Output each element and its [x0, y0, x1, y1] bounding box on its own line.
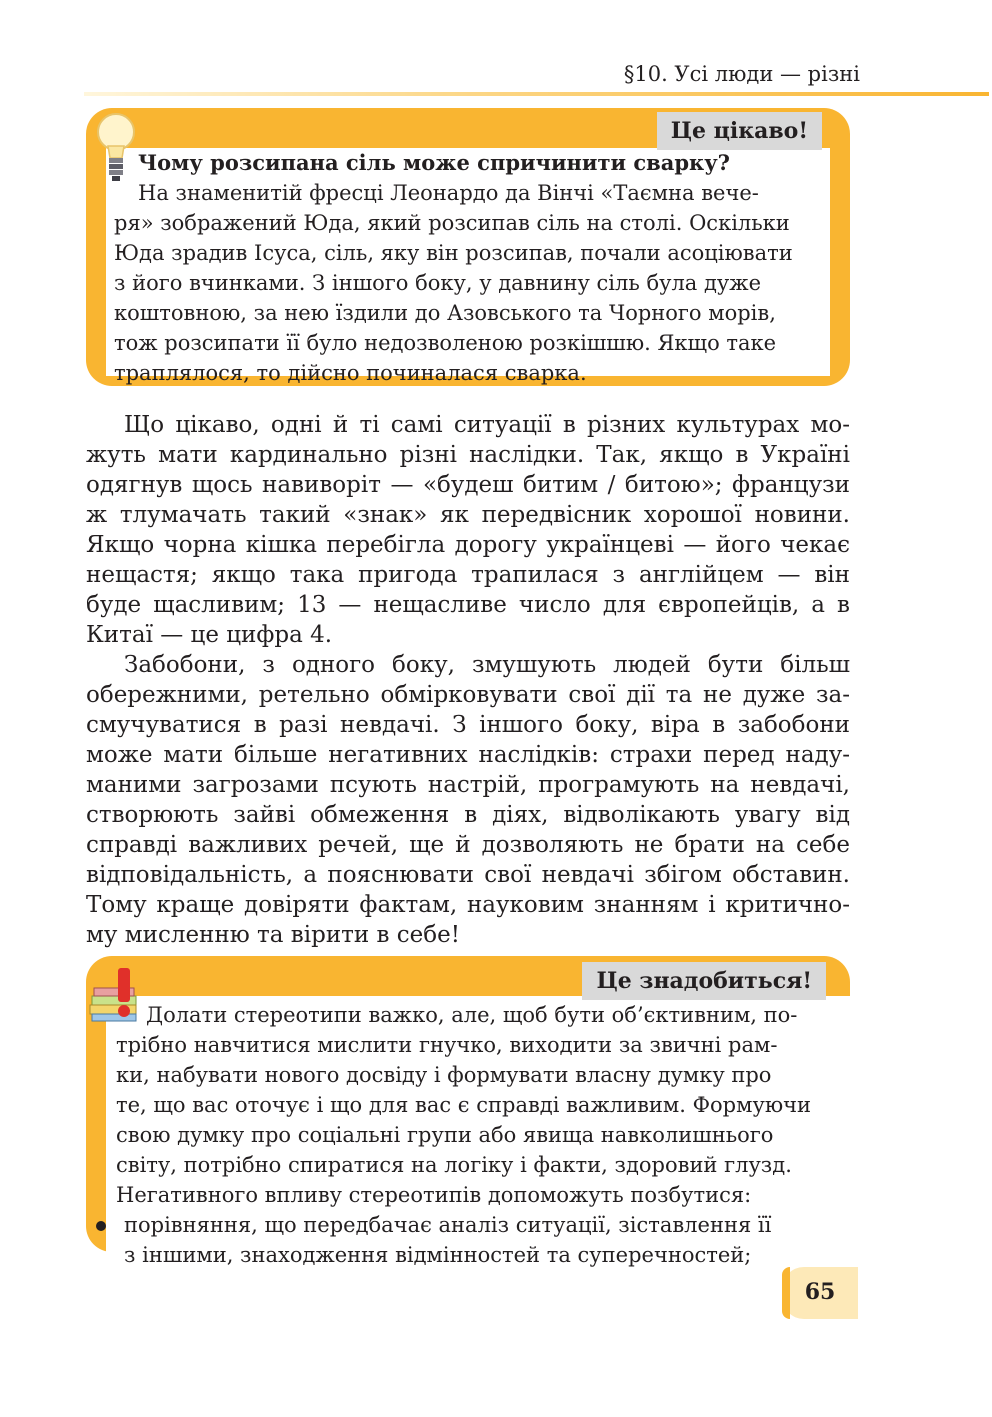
text-line: ж тлумачать такий «знак» як передвісник хорошої новини. — [86, 502, 850, 528]
main-text — [86, 410, 850, 950]
box-text — [114, 148, 828, 388]
box-line: світу, потрібно спиратися на логіку і факти, здоровий глузд. — [116, 1153, 792, 1177]
bullet-icon — [96, 1221, 106, 1231]
box-line: ря» зображений Юда, який розсипав сіль на столі. Оскільки — [114, 211, 790, 235]
text-line: Забобони, з одного боку, змушують людей бути більш — [124, 652, 850, 678]
box-line: коштовною, за нею їздили до Азовського та Чорного морів, — [114, 301, 776, 325]
box-tag-useful: Це знадобиться! — [582, 962, 826, 1000]
box-question: Чому розсипана сіль може спричинити сварку? — [138, 150, 730, 175]
bullet-line: порівняння, що передбачає аналіз ситуації, зіставлення її — [124, 1213, 772, 1237]
text-line: Якщо чорна кішка перебігла дорогу українцеві — його чекає — [86, 532, 850, 558]
box-line: ки, набувати нового досвіду і формувати власну думку про — [116, 1063, 772, 1087]
box-line: траплялося, то дійсно починалася сварка. — [114, 361, 587, 385]
box-line: Негативного впливу стереотипів допоможуть позбутися: — [116, 1183, 752, 1207]
paragraph-1 — [86, 410, 850, 650]
text-line: нещастя; якщо така пригода трапилася з англійцем — він — [86, 562, 850, 588]
text-line: Китаї — це цифра 4. — [86, 622, 333, 648]
box-line: тож розсипати її було недозволеною розкішшю. Якщо таке — [114, 331, 777, 355]
text-line: жуть мати кардинально різні наслідки. Так, якщо в Україні — [86, 442, 850, 468]
text-line: Що цікаво, одні й ті самі ситуації в різних культурах мо- — [124, 412, 850, 438]
text-line: Тому краще довіряти фактам, науковим знанням і критично- — [86, 892, 850, 918]
lightbulb-icon — [90, 110, 140, 186]
box-text — [116, 1000, 828, 1270]
box-line: те, що вас оточує і що для вас є справді важливим. Формуючи — [116, 1093, 811, 1117]
useful-tip-box — [86, 956, 850, 1267]
text-line: створюють зайві обмеження в діях, відволікають увагу від — [86, 802, 850, 828]
bullet-item — [94, 1210, 828, 1270]
text-line: обережними, ретельно обмірковувати свої дії та не дуже за- — [86, 682, 850, 708]
box-tag-interesting: Це цікаво! — [657, 112, 822, 150]
text-line: буде щасливим; 13 — нещасливе число для європейців, а в — [86, 592, 850, 618]
paragraph-2 — [86, 650, 850, 950]
text-line: одягнув щось навиворіт — «будеш битим / битою»; французи — [86, 472, 850, 498]
books-exclamation-icon — [88, 966, 148, 1024]
bullet-line: з іншими, знаходження відмінностей та суперечностей; — [124, 1243, 752, 1267]
section-title: §10. Усі люди — різні — [623, 62, 860, 86]
text-line: справді важливих речей, ще й дозволяють не брати на себе — [86, 832, 850, 858]
text-line: може мати більше негативних наслідків: страхи перед наду- — [86, 742, 850, 768]
box-line: свою думку про соціальні групи або явища навколишнього — [116, 1123, 774, 1147]
page-number: 65 — [804, 1279, 836, 1305]
box-line: Юда зрадив Ісуса, сіль, яку він розсипав, почали асоціювати — [114, 241, 793, 265]
running-header — [0, 58, 992, 98]
box-line: На знаменитій фресці Леонардо да Вінчі «Таємна вече- — [138, 181, 759, 205]
text-line: маними загрозами псують настрій, програмують на невдачі, — [86, 772, 850, 798]
interesting-fact-box — [86, 108, 850, 386]
text-line: відповідальність, а пояснювати свої невдачі збігом обставин. — [86, 862, 850, 888]
text-line: му мисленню та вірити в себе! — [86, 922, 460, 948]
box-line: з його вчинками. З іншого боку, у давнину сіль була дуже — [114, 271, 762, 295]
box-line: трібно навчитися мислити гнучко, виходити за звичні рам- — [116, 1033, 778, 1057]
header-rule — [84, 92, 989, 96]
page-number-tab — [782, 1267, 858, 1319]
box-line: Долати стереотипи важко, але, щоб бути об’єктивним, по- — [146, 1003, 798, 1027]
text-line: смучуватися в разі невдачі. З іншого боку, віра в забобони — [86, 712, 850, 738]
